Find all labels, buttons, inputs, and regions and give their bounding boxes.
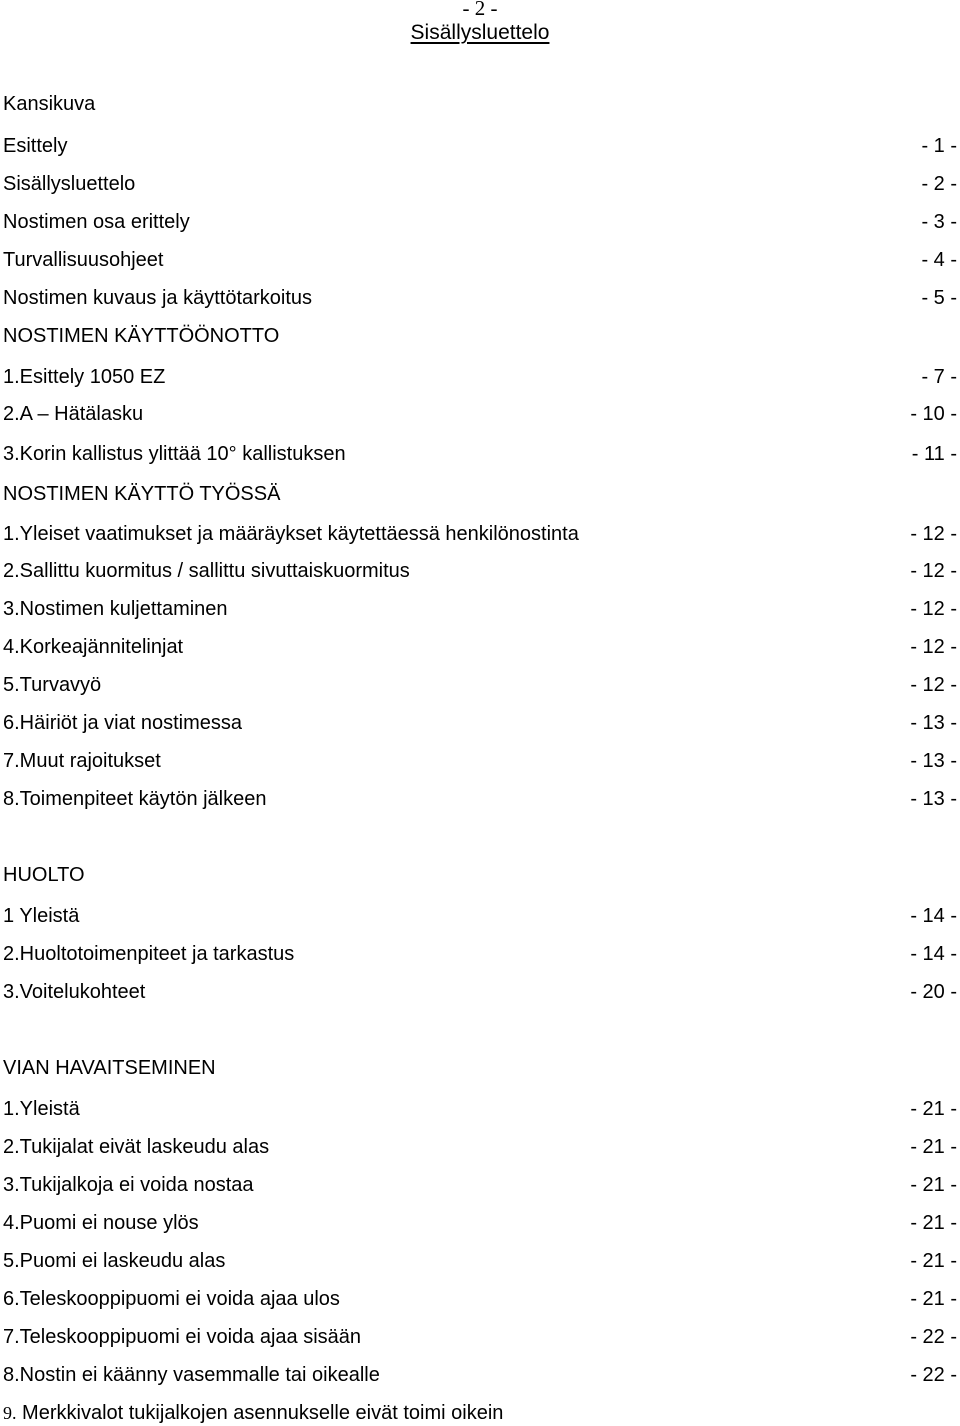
- toc-entry-voitelukohteet[interactable]: [3, 979, 957, 1005]
- toc-section-label: HUOLTO: [3, 864, 85, 886]
- toc-entry-esittely[interactable]: [3, 133, 957, 159]
- toc-entry-page: - 21 -: [910, 1174, 957, 1196]
- toc-entry-label: Nostimen osa erittely: [3, 211, 190, 233]
- toc-entry-kansikuva[interactable]: [3, 91, 957, 117]
- toc-entry-puomi-alas[interactable]: [3, 1248, 957, 1274]
- toc-entry-page: - 4 -: [921, 249, 957, 271]
- toc-entry-label: 4.Puomi ei nouse ylös: [3, 1212, 199, 1234]
- toc-section-label: VIAN HAVAITSEMINEN: [3, 1057, 216, 1079]
- toc-entry-page: - 13 -: [910, 788, 957, 810]
- toc-entry-label: 1 Yleistä: [3, 905, 80, 927]
- toc-entry-label: [3, 1400, 503, 1426]
- toc-entry-kuljettaminen[interactable]: [3, 596, 957, 622]
- toc-entry-page: - 10 -: [910, 403, 957, 425]
- toc-entry-kuvaus[interactable]: [3, 285, 957, 311]
- toc-entry-text: Merkkivalot tukijalkojen asennukselle eivät toimi oikein: [16, 1402, 504, 1424]
- toc-entry-label: 1.Yleistä: [3, 1098, 80, 1120]
- toc-entry-osa-erittely[interactable]: [3, 209, 957, 235]
- toc-entry-merkkivalot[interactable]: [3, 1400, 957, 1426]
- toc-entry-label: 1.Esittely 1050 EZ: [3, 366, 166, 388]
- toc-entry-sisallysluettelo[interactable]: [3, 171, 957, 197]
- toc-entry-label: 3.Nostimen kuljettaminen: [3, 598, 228, 620]
- toc-entry-turvavyo[interactable]: [3, 672, 957, 698]
- toc-entry-page: - 12 -: [910, 636, 957, 658]
- toc-entry-label: 2.Huoltotoimenpiteet ja tarkastus: [3, 943, 295, 965]
- toc-entry-vian-yleista[interactable]: [3, 1096, 957, 1122]
- toc-entry-page: - 7 -: [921, 366, 957, 388]
- toc-entry-label: Esittely: [3, 135, 68, 157]
- toc-entry-label: 5.Turvavyö: [3, 674, 102, 696]
- toc-entry-puomi-ylos[interactable]: [3, 1210, 957, 1236]
- toc-entry-label: 2.Tukijalat eivät laskeudu alas: [3, 1136, 270, 1158]
- page-title: Sisällysluettelo: [410, 21, 550, 44]
- toc-section-label: NOSTIMEN KÄYTTÖÖNOTTO: [3, 325, 280, 347]
- toc-entry-kaantyminen[interactable]: [3, 1362, 957, 1388]
- toc-entry-page: - 12 -: [910, 598, 957, 620]
- toc-entry-page: - 14 -: [910, 943, 957, 965]
- toc-entry-page: - 13 -: [910, 712, 957, 734]
- toc-entry-page: - 14 -: [910, 905, 957, 927]
- toc-entry-page: - 2 -: [921, 173, 957, 195]
- toc-entry-page: - 5 -: [921, 287, 957, 309]
- toc-entry-page: - 21 -: [910, 1136, 957, 1158]
- toc-entry-label: 1.Yleiset vaatimukset ja määräykset käytettäessä henkilönostinta: [3, 523, 579, 545]
- toc-entry-label: Turvallisuusohjeet: [3, 249, 164, 271]
- toc-entry-label: 7.Teleskooppipuomi ei voida ajaa sisään: [3, 1326, 362, 1348]
- toc-entry-muut-rajoitukset[interactable]: [3, 748, 957, 774]
- toc-entry-huolto-yleista[interactable]: [3, 903, 957, 929]
- toc-entry-number: 9.: [3, 1403, 17, 1423]
- toc-entry-label: 8.Toimenpiteet käytön jälkeen: [3, 788, 267, 810]
- toc-entry-label: 3.Korin kallistus ylittää 10° kallistuksen: [3, 443, 346, 465]
- toc-entry-page: - 1 -: [921, 135, 957, 157]
- toc-section-huolto[interactable]: [3, 862, 957, 888]
- toc-entry-label: 5.Puomi ei laskeudu alas: [3, 1250, 226, 1272]
- toc-entry-hairiot[interactable]: [3, 710, 957, 736]
- toc-entry-page: - 22 -: [910, 1326, 957, 1348]
- toc-entry-toimenpiteet[interactable]: [3, 786, 957, 812]
- toc-entry-page: - 21 -: [910, 1250, 957, 1272]
- toc-entry-page: - 21 -: [910, 1098, 957, 1120]
- toc-entry-page: - 12 -: [910, 560, 957, 582]
- toc-entry-korin-kallistus[interactable]: [3, 441, 957, 467]
- toc-entry-korkeajannitelinjat[interactable]: [3, 634, 957, 660]
- toc-entry-page: - 21 -: [910, 1212, 957, 1234]
- toc-entry-label: 3.Voitelukohteet: [3, 981, 146, 1003]
- toc-entry-label: 2.Sallittu kuormitus / sallittu sivuttaiskuormitus: [3, 560, 410, 582]
- toc-entry-label: Kansikuva: [3, 93, 96, 115]
- toc-entry-esittely-1050ez[interactable]: [3, 364, 957, 390]
- toc-entry-label: 6.Teleskooppipuomi ei voida ajaa ulos: [3, 1288, 340, 1310]
- toc-entry-label: 7.Muut rajoitukset: [3, 750, 161, 772]
- toc-entry-turvallisuusohjeet[interactable]: [3, 247, 957, 273]
- toc-entry-tukijalat-nostaa[interactable]: [3, 1172, 957, 1198]
- toc-entry-page: - 20 -: [910, 981, 957, 1003]
- toc-entry-huoltotoimenpiteet[interactable]: [3, 941, 957, 967]
- toc-entry-page: - 3 -: [921, 211, 957, 233]
- toc-entry-label: 3.Tukijalkoja ei voida nostaa: [3, 1174, 254, 1196]
- toc-entry-label: Sisällysluettelo: [3, 173, 136, 195]
- toc-entry-yleiset-vaatimukset[interactable]: [3, 521, 957, 547]
- toc-entry-page: - 21 -: [910, 1288, 957, 1310]
- toc-entry-page: - 12 -: [910, 523, 957, 545]
- toc-entry-sallittu-kuormitus[interactable]: [3, 558, 957, 584]
- toc-section-vian-havaitseminen[interactable]: [3, 1055, 957, 1081]
- toc-entry-hatalasku[interactable]: [3, 401, 957, 427]
- toc-entry-page: - 11 -: [911, 443, 957, 465]
- toc-entry-teleskooppi-sisaan[interactable]: [3, 1324, 957, 1350]
- toc-entry-label: 2.A – Hätälasku: [3, 403, 144, 425]
- toc-entry-label: Nostimen kuvaus ja käyttötarkoitus: [3, 287, 313, 309]
- page-number: - 2 -: [462, 0, 498, 20]
- toc-entry-label: 6.Häiriöt ja viat nostimessa: [3, 712, 242, 734]
- toc-section-kayttoonotto[interactable]: [3, 323, 957, 349]
- toc-entry-teleskooppi-ulos[interactable]: [3, 1286, 957, 1312]
- toc-entry-label: 8.Nostin ei käänny vasemmalle tai oikealle: [3, 1364, 380, 1386]
- toc-section-label: NOSTIMEN KÄYTTÖ TYÖSSÄ: [3, 483, 281, 505]
- toc-entry-label: 4.Korkeajännitelinjat: [3, 636, 184, 658]
- toc-entry-page: - 13 -: [910, 750, 957, 772]
- toc-entry-tukijalat-alas[interactable]: [3, 1134, 957, 1160]
- toc-entry-page: - 22 -: [910, 1364, 957, 1386]
- toc-section-kaytto-tyossa[interactable]: [3, 481, 957, 507]
- toc-entry-page: - 12 -: [910, 674, 957, 696]
